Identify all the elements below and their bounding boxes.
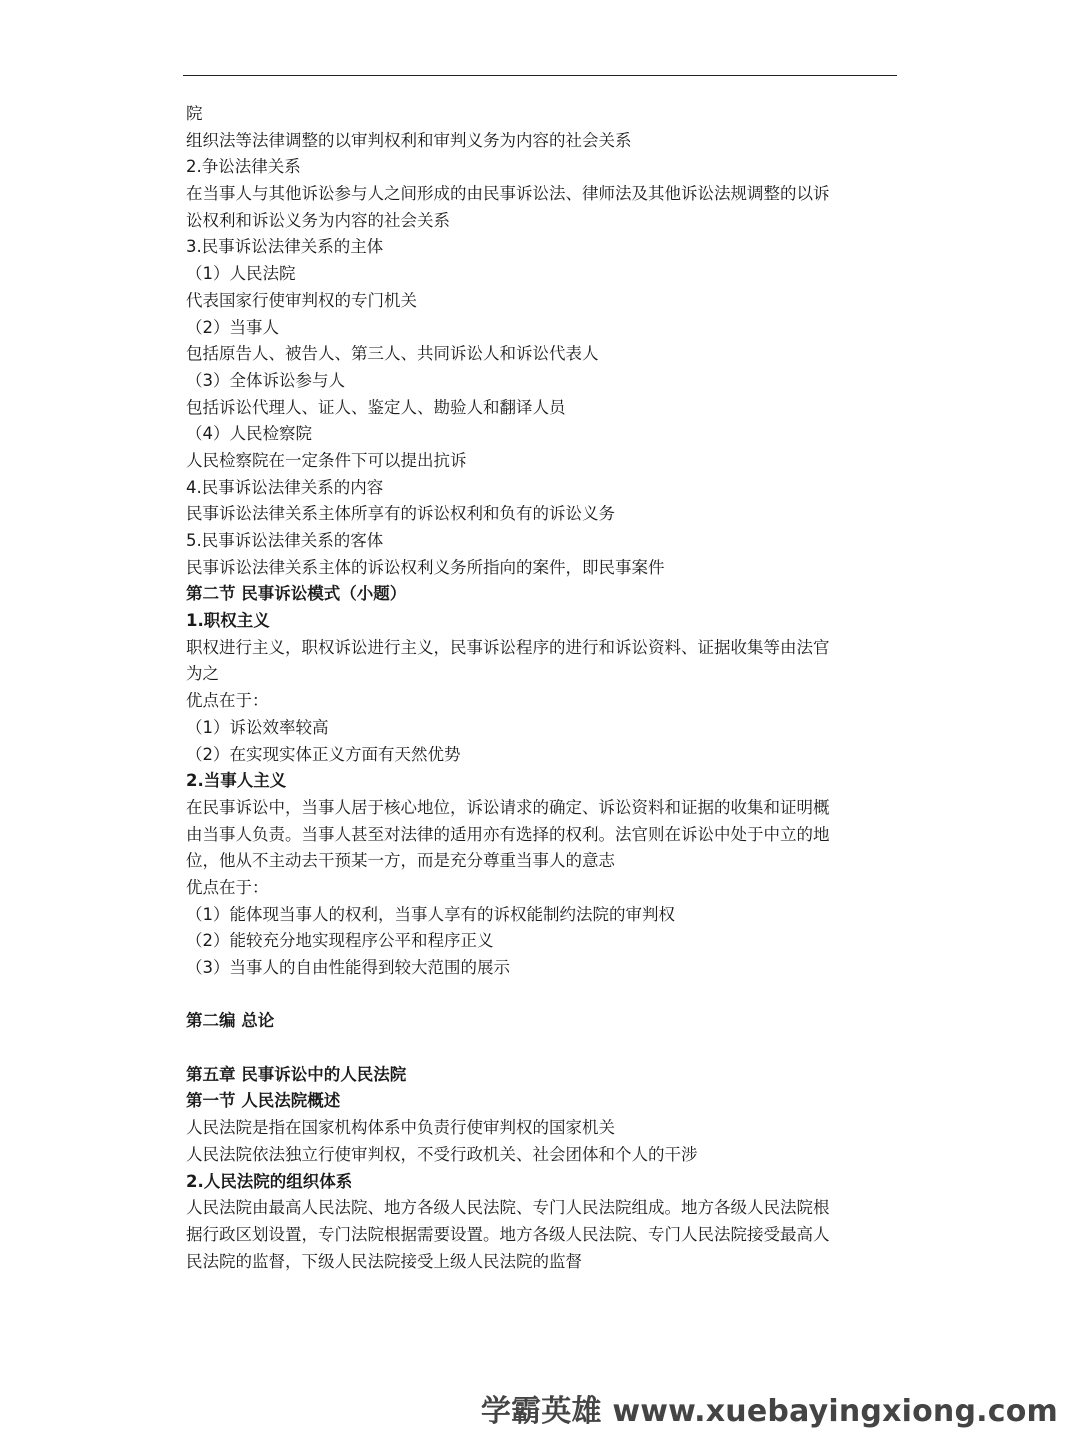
- list-item: （3）全体诉讼参与人: [186, 370, 345, 390]
- header-rule: [183, 75, 897, 76]
- chapter-heading: 第五章 民事诉讼中的人民法院: [186, 1064, 407, 1084]
- subheading: 5.民事诉讼法律关系的客体: [186, 531, 384, 550]
- text-line: 组织法等法律调整的以审判权利和审判义务为内容的社会关系: [186, 130, 632, 150]
- part-heading: 第二编 总论: [186, 1011, 275, 1031]
- text-line: 优点在于：: [186, 877, 269, 897]
- text-line: 人民检察院在一定条件下可以提出抗诉: [186, 450, 467, 470]
- text-line: 院: [186, 104, 203, 123]
- text-line: 优点在于：: [186, 691, 269, 711]
- subheading: 1.职权主义: [186, 611, 270, 631]
- text-line: 人民法院依法独立行使审判权，不受行政机关、社会团体和个人的干涉: [186, 1144, 698, 1164]
- text-line: 职权进行主义，职权诉讼进行主义，民事诉讼程序的进行和诉讼资料、证据收集等由法官: [186, 637, 830, 657]
- list-item: （1）能体现当事人的权利，当事人享有的诉权能制约法院的审判权: [186, 904, 675, 924]
- text-line: 包括原告人、被告人、第三人、共同诉讼人和诉讼代表人: [186, 344, 599, 364]
- text-line: 人民法院由最高人民法院、地方各级人民法院、专门人民法院组成。地方各级人民法院根: [186, 1198, 830, 1218]
- text-line: 由当事人负责。当事人甚至对法律的适用亦有选择的权利。法官则在诉讼中处于中立的地: [186, 824, 830, 844]
- spacer: [186, 982, 896, 1009]
- list-item: （4）人民检察院: [186, 424, 312, 444]
- text-line: 在当事人与其他诉讼参与人之间形成的由民事诉讼法、律师法及其他诉讼法规调整的以诉: [186, 184, 830, 204]
- footer-watermark: 学霸英雄 www.xuebayingxiong.com: [480, 1394, 1058, 1429]
- section-heading: 第二节 民事诉讼模式（小题）: [186, 584, 407, 604]
- section-heading: 第一节 人民法院概述: [186, 1091, 341, 1111]
- text-line: 民事诉讼法律关系主体的诉讼权利义务所指向的案件，即民事案件: [186, 557, 665, 577]
- text-line: 据行政区划设置，专门法院根据需要设置。地方各级人民法院、专门人民法院接受最高人: [186, 1224, 830, 1244]
- subheading: 2.人民法院的组织体系: [186, 1171, 353, 1191]
- page-body: [186, 101, 896, 1275]
- list-item: （3）当事人的自由性能得到较大范围的展示: [186, 958, 510, 977]
- text-line: 在民事诉讼中，当事人居于核心地位，诉讼请求的确定、诉讼资料和证据的收集和证明概: [186, 797, 830, 817]
- list-item: （2）能较充分地实现程序公平和程序正义: [186, 931, 494, 951]
- text-line: 代表国家行使审判权的专门机关: [186, 290, 417, 310]
- list-item: （1）诉讼效率较高: [186, 717, 329, 737]
- text-line: 民事诉讼法律关系主体所享有的诉讼权利和负有的诉讼义务: [186, 504, 615, 524]
- list-item: （2）当事人: [186, 317, 279, 337]
- text-line: 位，他从不主动去干预某一方，而是充分尊重当事人的意志: [186, 851, 615, 871]
- subheading: 2.当事人主义: [186, 771, 287, 791]
- list-item: （2）在实现实体正义方面有天然优势: [186, 744, 461, 764]
- subheading: 3.民事诉讼法律关系的主体: [186, 237, 384, 257]
- spacer: [186, 1035, 896, 1062]
- text-line: 民法院的监督，下级人民法院接受上级人民法院的监督: [186, 1251, 582, 1271]
- text-line: 包括诉讼代理人、证人、鉴定人、勘验人和翻译人员: [186, 397, 566, 417]
- subheading: 4.民事诉讼法律关系的内容: [186, 477, 384, 497]
- text-line: 讼权利和诉讼义务为内容的社会关系: [186, 210, 450, 230]
- subheading: 2.争讼法律关系: [186, 157, 301, 177]
- text-line: 人民法院是指在国家机构体系中负责行使审判权的国家机关: [186, 1118, 615, 1138]
- text-line: 为之: [186, 664, 219, 684]
- list-item: （1）人民法院: [186, 264, 296, 284]
